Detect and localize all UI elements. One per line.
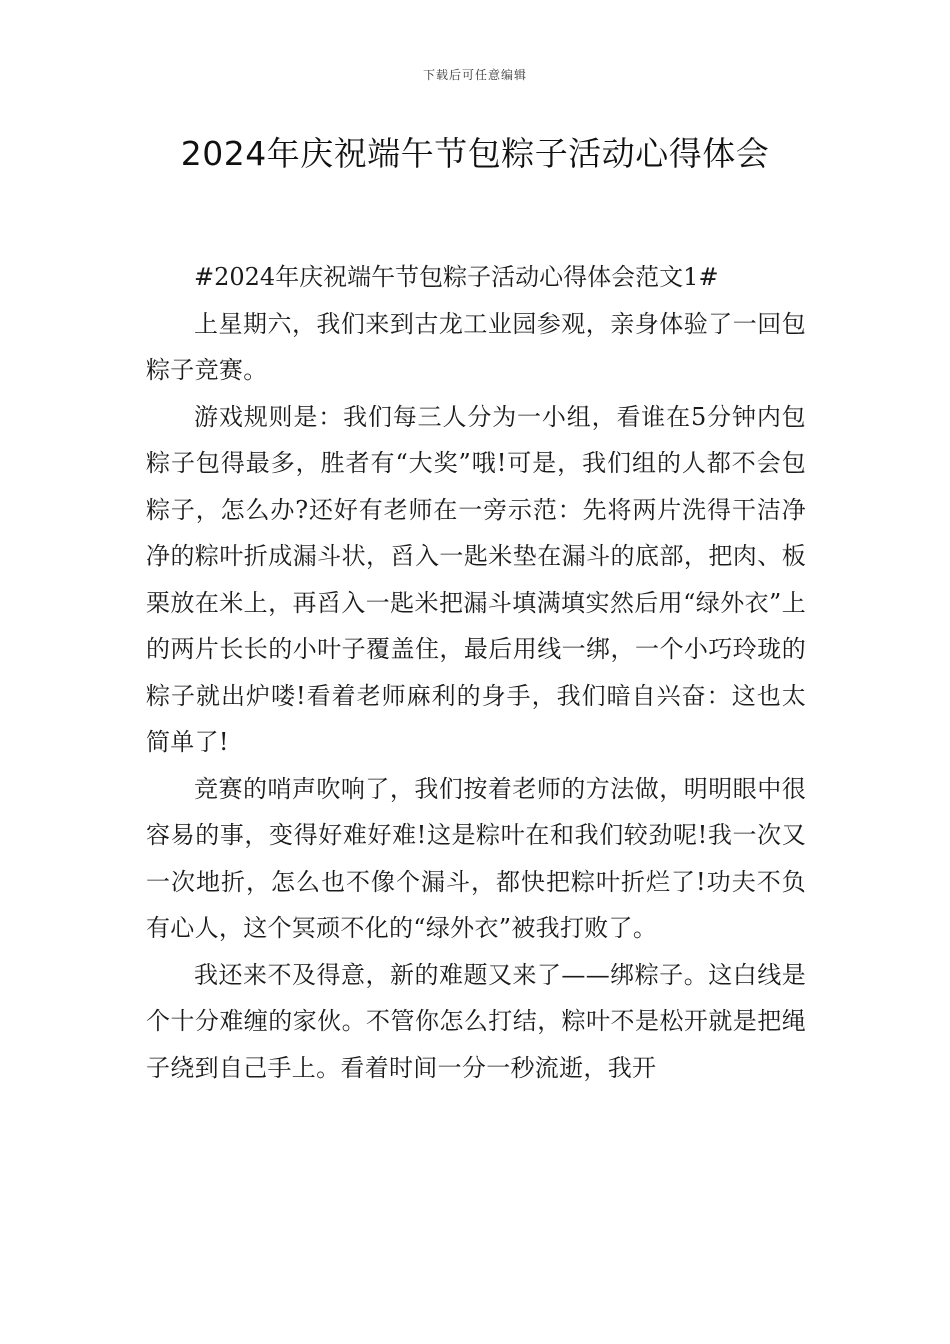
section-heading: #2024年庆祝端午节包粽子活动心得体会范文1# — [194, 263, 719, 291]
document-title: 2024年庆祝端午节包粽子活动心得体会 — [180, 134, 770, 173]
header-note: 下载后可任意编辑 — [422, 68, 527, 82]
document-body — [146, 254, 806, 1091]
paragraph-4: 我还来不及得意，新的难题又来了——绑粽子。这白线是个十分难缠的家伙。不管你怎么打结，粽叶不是松开就是把绳子绕到自己手上。看着时间一分一秒流逝，我开 — [146, 960, 806, 1082]
paragraph-3: 竞赛的哨声吹响了，我们按着老师的方法做，明明眼中很容易的事，变得好难好难!这是粽叶在和我们较劲呢!我一次又一次地折，怎么也不像个漏斗，都快把粽叶折烂了!功夫不负有心人，这个冥顽不化的“绿外衣”被我打败了。 — [146, 774, 806, 942]
paragraph-1: 上星期六，我们来到古龙工业园参观，亲身体验了一回包粽子竞赛。 — [146, 309, 806, 384]
paragraph-2: 游戏规则是：我们每三人分为一小组，看谁在5分钟内包粽子包得最多，胜者有“大奖”哦!可是，我们组的人都不会包粽子，怎么办?还好有老师在一旁示范：先将两片洗得干洁净净的粽叶折成漏斗状，舀入一匙米垫在漏斗的底部，把肉、板栗放在米上，再舀入一匙米把漏斗填满填实然后用“绿外衣”上的两片长长的小叶子覆盖住，最后用线一绑，一个小巧玲珑的粽子就出炉喽!看着老师麻利的身手，我们暗自兴奋：这也太简单了! — [146, 402, 806, 756]
